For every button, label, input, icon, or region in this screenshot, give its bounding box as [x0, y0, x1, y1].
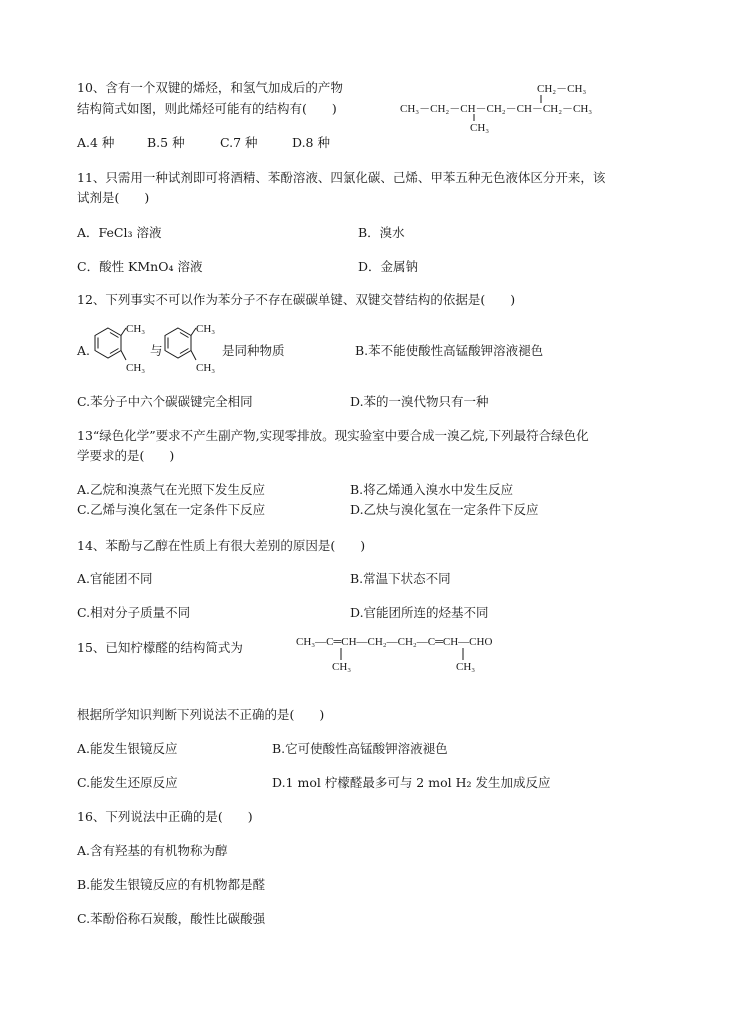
q10-stem-line2: 结构简式如图，则此烯烃可能有的结构有( ) — [77, 101, 337, 116]
q12-option-a-prefix[interactable]: A. — [77, 343, 91, 358]
q14-stem: 14、苯酚与乙醇在性质上有很大差别的原因是( ) — [77, 538, 366, 553]
q14-option-c[interactable]: C.相对分子质量不同 — [77, 605, 191, 620]
citral-bond-lines — [0, 640, 737, 670]
q12-stem: 12、下列事实不可以作为苯分子不存在碳碳单键、双键交替结构的依据是( ) — [77, 292, 516, 307]
q10-formula-branch-top: CH₂－CH₃ — [537, 83, 587, 95]
q11-option-a[interactable]: A．FeCl₃ 溶液 — [77, 225, 162, 240]
q15-option-d[interactable]: D.1 mol 柠檬醛最多可与 2 mol H₂ 发生加成反应 — [272, 775, 551, 790]
q14-option-b[interactable]: B.常温下状态不同 — [350, 571, 451, 586]
q16-option-b[interactable]: B.能发生银镜反应的有机物都是醛 — [77, 877, 266, 892]
q12-option-d[interactable]: D.苯的一溴代物只有一种 — [350, 394, 489, 409]
q10-formula-main: CH₃－CH₂－CH－CH₂－CH－CH₂－CH₃ — [400, 103, 593, 115]
q10-option-b[interactable]: B.5 种 — [147, 135, 185, 150]
q13-option-d[interactable]: D.乙炔与溴化氢在一定条件下反应 — [350, 502, 539, 517]
citral-formula-methyl-1: CH₃ — [332, 661, 352, 673]
q12-option-a-mid: 与 — [150, 343, 163, 358]
q13-stem-line1: 13“绿色化学”要求不产生副产物,实现零排放。现实验室中要合成一溴乙烷,下列最符合绿色化 — [77, 428, 589, 443]
q12-mol1-methyl-top: CH₃ — [126, 323, 146, 335]
q12-mol2-methyl-top: CH₃ — [196, 323, 216, 335]
q13-option-c[interactable]: C.乙烯与溴化氢在一定条件下反应 — [77, 502, 266, 517]
q16-stem: 16、下列说法中正确的是( ) — [77, 809, 253, 824]
q10-formula-branch-bottom: CH₃ — [470, 122, 490, 134]
q11-option-b[interactable]: B．溴水 — [358, 225, 405, 240]
q10-option-d[interactable]: D.8 种 — [292, 135, 330, 150]
q11-stem-line1: 11、只需用一种试剂即可将酒精、苯酚溶液、四氯化碳、己烯、甲苯五种无色液体区分开来，该 — [77, 170, 606, 185]
q14-option-d[interactable]: D.官能团所连的烃基不同 — [350, 605, 489, 620]
q12-option-a-suffix: 是同种物质 — [222, 343, 285, 358]
q12-option-c[interactable]: C.苯分子中六个碳碳键完全相同 — [77, 394, 253, 409]
q16-option-a[interactable]: A.含有羟基的有机物称为醇 — [77, 843, 228, 858]
q15-stem: 15、已知柠檬醛的结构简式为 — [77, 640, 243, 655]
q12-mol2-methyl-bottom: CH₃ — [196, 362, 216, 374]
q15-option-a[interactable]: A.能发生银镜反应 — [77, 741, 178, 756]
q12-mol1-methyl-bottom: CH₃ — [126, 362, 146, 374]
q10-option-a[interactable]: A.4 种 — [77, 135, 115, 150]
q12-option-b[interactable]: B.苯不能使酸性高锰酸钾溶液褪色 — [355, 343, 544, 358]
q14-option-a[interactable]: A.官能团不同 — [77, 571, 153, 586]
q11-option-c[interactable]: C．酸性 KMnO₄ 溶液 — [77, 259, 203, 274]
q15-stem-line2: 根据所学知识判断下列说法不正确的是( ) — [77, 707, 325, 722]
citral-formula-methyl-2: CH₃ — [456, 661, 476, 673]
q10-option-c[interactable]: C.7 种 — [220, 135, 258, 150]
q13-option-b[interactable]: B.将乙烯通入溴水中发生反应 — [350, 482, 514, 497]
citral-formula-main: CH₃—C═CH—CH₂—CH₂—C═CH—CHO — [296, 636, 493, 648]
q11-option-d[interactable]: D．金属钠 — [358, 259, 419, 274]
q10-stem-line1: 10、含有一个双键的烯烃，和氢气加成后的产物 — [77, 80, 343, 95]
q15-option-b[interactable]: B.它可使酸性高锰酸钾溶液褪色 — [272, 741, 448, 756]
q16-option-c[interactable]: C.苯酚俗称石炭酸，酸性比碳酸强 — [77, 911, 266, 926]
q15-option-c[interactable]: C.能发生还原反应 — [77, 775, 178, 790]
q13-stem-line2: 学要求的是( ) — [77, 448, 175, 463]
q11-stem-line2: 试剂是( ) — [77, 190, 150, 205]
q10-bond-lines — [0, 0, 737, 140]
q13-option-a[interactable]: A.乙烷和溴蒸气在光照下发生反应 — [77, 482, 266, 497]
